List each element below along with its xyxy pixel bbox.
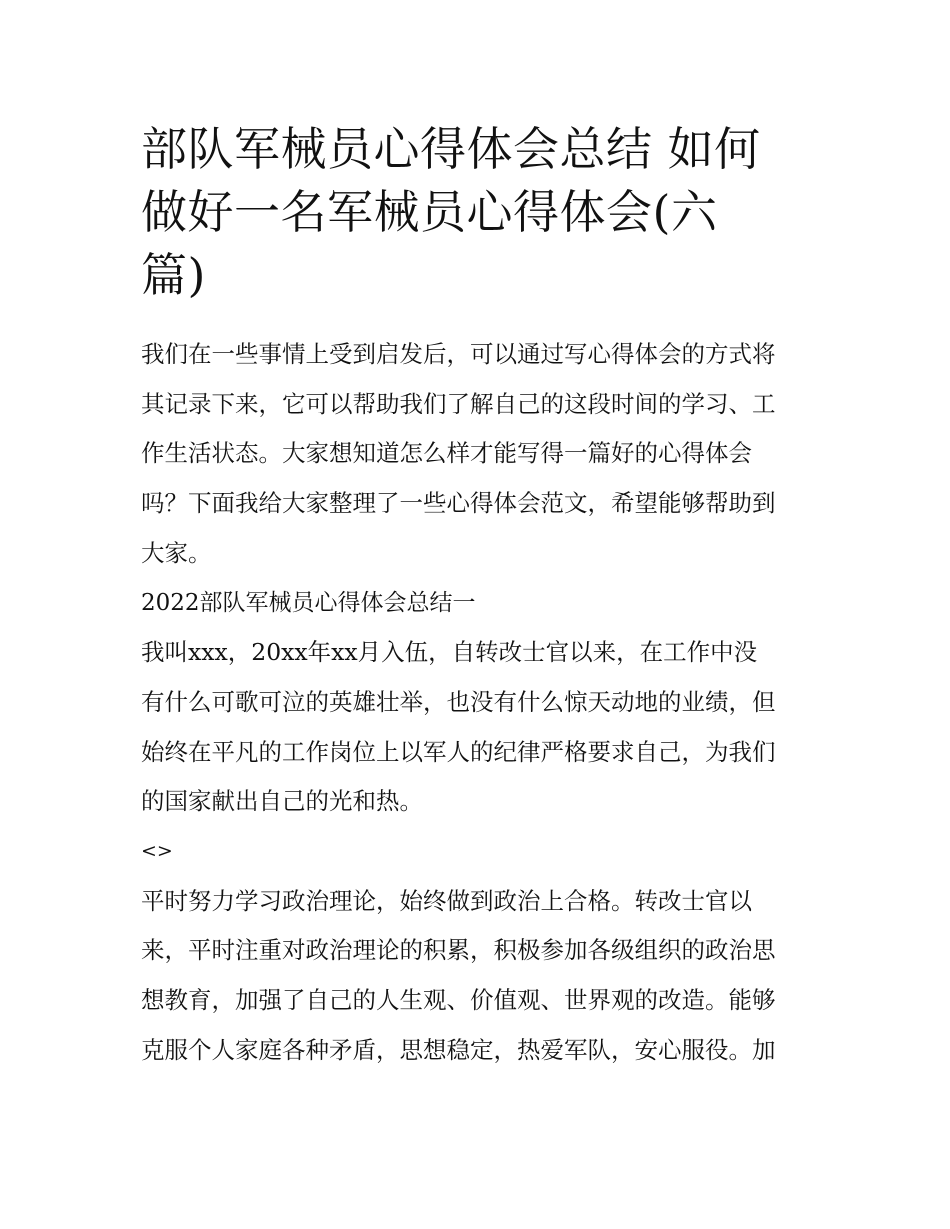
paragraph-line: 的国家献出自己的光和热。 [141,787,423,816]
document-content [141,118,813,1076]
paragraph-line: 克服个人家庭各种矛盾，思想稳定，热爱军队，安心服役。加 [141,1035,776,1064]
body-paragraph-1 [141,628,813,827]
paragraph-line: 始终在平凡的工作岗位上以军人的纪律严格要求自己，为我们 [141,737,776,766]
intro-line: 作生活状态。大家想知道怎么样才能写得一篇好的心得体会 [141,439,752,468]
body-paragraph-2 [141,877,813,1076]
paragraph-line: 我叫xxx，20xx年xx月入伍，自转改士官以来，在工作中没 [141,638,758,667]
intro-line: 其记录下来，它可以帮助我们了解自己的这段时间的学习、工 [141,389,776,418]
paragraph-line: 有什么可歌可泣的英雄壮举，也没有什么惊天动地的业绩，但 [141,687,776,716]
paragraph-line: 来，平时注重对政治理论的积累，积极参加各级组织的政治思 [141,936,776,965]
document-title [141,118,813,307]
title-line: 做好一名军械员心得体会(六 [141,185,718,239]
intro-line: 吗？下面我给大家整理了一些心得体会范文，希望能够帮助到 [141,489,776,518]
intro-paragraph [141,330,813,579]
angle-bracket-marker: <> [141,840,173,863]
intro-line: 大家。 [141,538,212,567]
paragraph-line: 想教育，加强了自己的人生观、价值观、世界观的改造。能够 [141,986,776,1015]
title-line: 部队军械员心得体会总结 如何 [141,122,761,176]
intro-line: 我们在一些事情上受到启发后，可以通过写心得体会的方式将 [141,340,776,368]
section-heading: 2022部队军械员心得体会总结一 [141,589,476,616]
paragraph-line: 平时努力学习政治理论，始终做到政治上合格。转改士官以 [141,886,752,915]
title-line: 篇) [141,248,206,302]
